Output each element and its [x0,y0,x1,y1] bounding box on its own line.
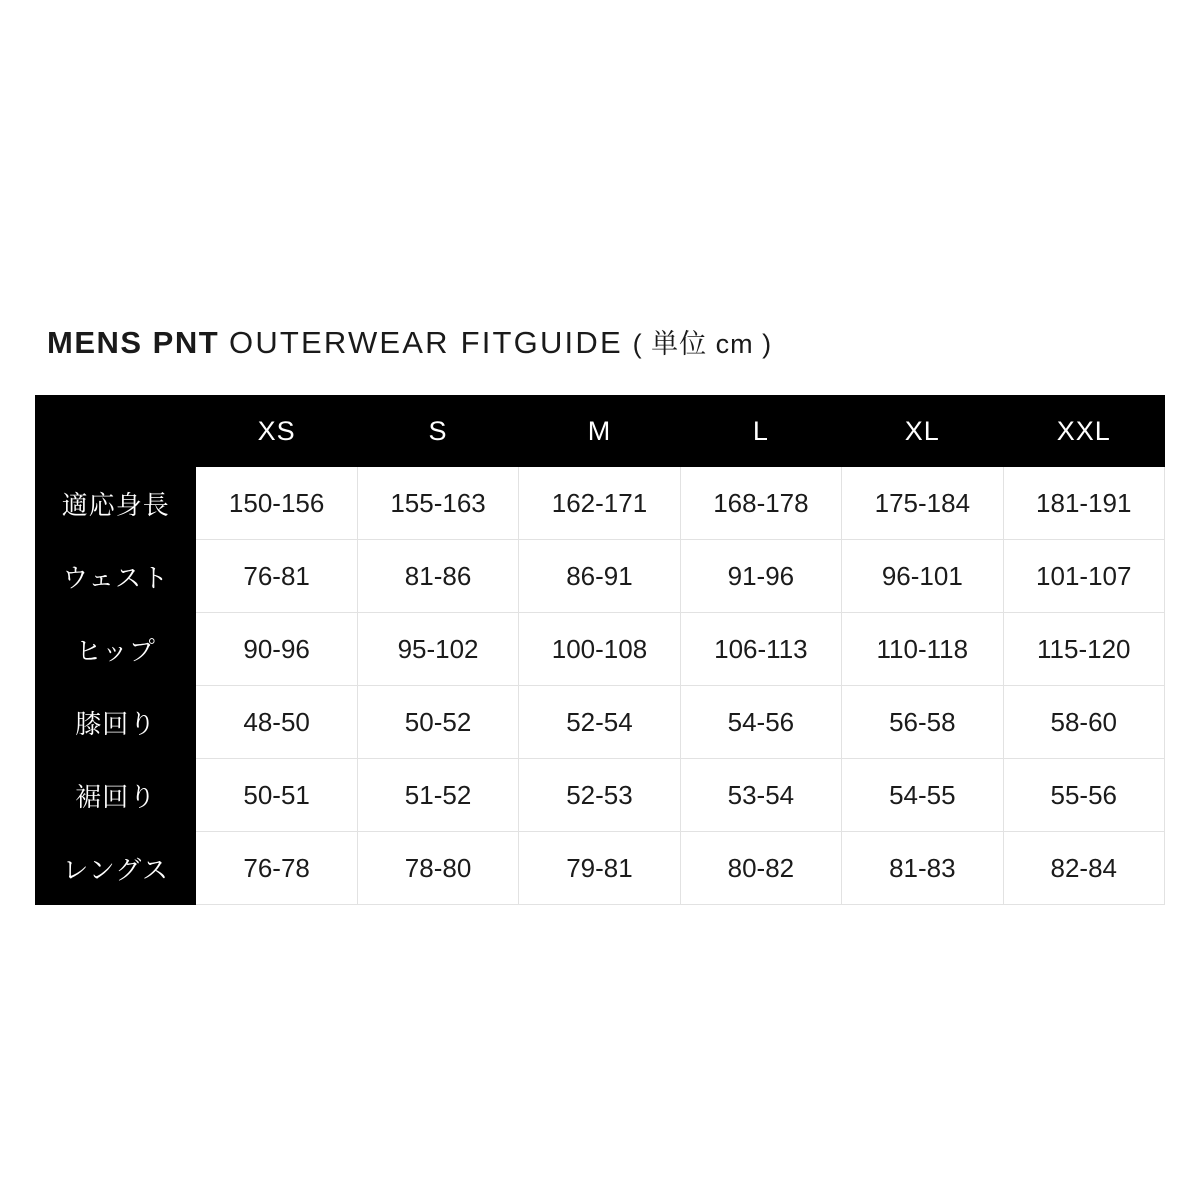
cell-height-xl: 175-184 [842,467,1003,540]
cell-hem-xs: 50-51 [196,759,357,832]
cell-waist-xs: 76-81 [196,540,357,613]
cell-height-xs: 150-156 [196,467,357,540]
row-label-height: 適応身長 [36,467,196,540]
cell-waist-l: 91-96 [680,540,841,613]
cell-hem-l: 53-54 [680,759,841,832]
table-row [36,540,1165,613]
column-header-m: M [519,396,680,467]
row-label-knee: 膝回り [36,686,196,759]
cell-knee-xxl: 58-60 [1003,686,1164,759]
cell-hip-l: 106-113 [680,613,841,686]
cell-hip-xs: 90-96 [196,613,357,686]
cell-height-xxl: 181-191 [1003,467,1164,540]
cell-hip-xl: 110-118 [842,613,1003,686]
table-row [36,613,1165,686]
cell-knee-xl: 56-58 [842,686,1003,759]
cell-length-xl: 81-83 [842,832,1003,905]
cell-waist-xxl: 101-107 [1003,540,1164,613]
table-header-row [36,396,1165,467]
cell-length-m: 79-81 [519,832,680,905]
cell-knee-xs: 48-50 [196,686,357,759]
column-header-xl: XL [842,396,1003,467]
table-corner-cell [36,396,196,467]
cell-hem-xxl: 55-56 [1003,759,1164,832]
cell-height-l: 168-178 [680,467,841,540]
row-label-hip: ヒップ [36,613,196,686]
cell-length-l: 80-82 [680,832,841,905]
cell-knee-s: 50-52 [357,686,518,759]
cell-length-xxl: 82-84 [1003,832,1164,905]
cell-waist-m: 86-91 [519,540,680,613]
table-row [36,467,1165,540]
size-table [35,395,1165,905]
cell-hip-m: 100-108 [519,613,680,686]
table-row [36,832,1165,905]
cell-length-s: 78-80 [357,832,518,905]
cell-hem-m: 52-53 [519,759,680,832]
column-header-l: L [680,396,841,467]
page-title [47,322,772,361]
title-product: MENS PNT [47,325,220,360]
cell-hem-xl: 54-55 [842,759,1003,832]
title-unit: ( 単位 cm ) [632,329,773,359]
cell-height-m: 162-171 [519,467,680,540]
cell-height-s: 155-163 [357,467,518,540]
table-row [36,686,1165,759]
table-row [36,759,1165,832]
cell-waist-s: 81-86 [357,540,518,613]
cell-hip-xxl: 115-120 [1003,613,1164,686]
row-label-waist: ウェスト [36,540,196,613]
column-header-s: S [357,396,518,467]
row-label-hem: 裾回り [36,759,196,832]
title-category: OUTERWEAR FITGUIDE [229,325,623,360]
cell-length-xs: 76-78 [196,832,357,905]
cell-hip-s: 95-102 [357,613,518,686]
row-label-length: レングス [36,832,196,905]
column-header-xs: XS [196,396,357,467]
cell-knee-l: 54-56 [680,686,841,759]
cell-knee-m: 52-54 [519,686,680,759]
column-header-xxl: XXL [1003,396,1164,467]
cell-waist-xl: 96-101 [842,540,1003,613]
cell-hem-s: 51-52 [357,759,518,832]
